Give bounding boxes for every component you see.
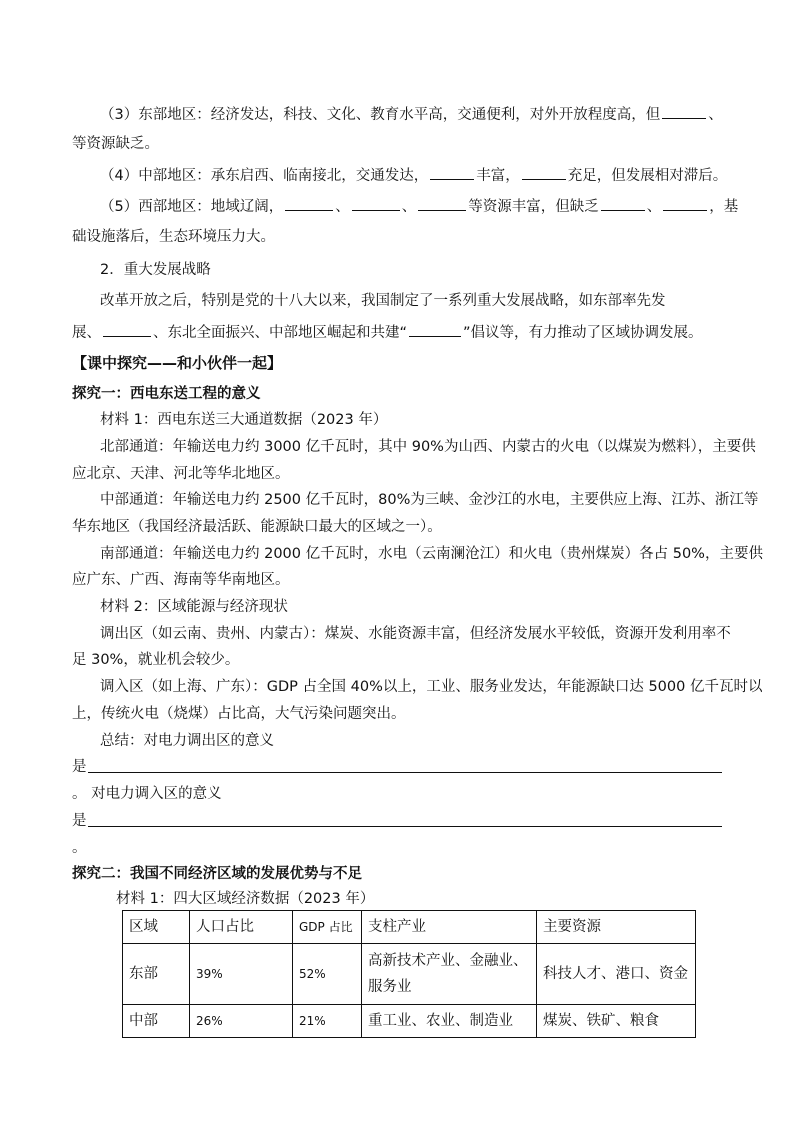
- east-text: （3）东部地区：经济发达，科技、文化、教育水平高，交通便利，对外开放程度高，但: [100, 107, 661, 123]
- region-economy-table: [122, 910, 696, 1038]
- central-text-mid: 丰富，: [476, 168, 520, 184]
- south-channel-line1: 南部通道：年输送电力约 2000 亿千瓦时，水电（云南澜沧江）和火电（贵州煤炭）各占 50%，主要供: [100, 546, 763, 562]
- table-cell: 科技人才、港口、资金: [537, 944, 696, 1005]
- table-header-cell: GDP 占比: [293, 911, 362, 944]
- north-channel-line1: 北部通道：年输送电力约 3000 亿千瓦时，其中 90%为山西、内蒙古的火电（以煤炭为燃料），主要供: [100, 439, 756, 455]
- west-text-mid: 等资源丰富，但缺乏: [468, 199, 599, 215]
- table-row: [123, 1005, 696, 1038]
- east-region-line1: [100, 104, 723, 125]
- import-region-line2: 上，传统火电（烧煤）占比高，大气污染问题突出。: [72, 706, 406, 722]
- table-cell: 52%: [293, 944, 362, 1005]
- answer-prefix-1: 是: [72, 759, 87, 775]
- fill-blank[interactable]: [103, 322, 151, 337]
- material1-title: 材料 1：西电东送三大通道数据（2023 年）: [100, 412, 388, 428]
- table-cell: 中部: [123, 1005, 190, 1038]
- summary-prompt: 总结：对电力调出区的意义: [100, 733, 274, 749]
- middle-channel-line2: 华东地区（我国经济最活跃、能源缺口最大的区域之一）。: [72, 519, 442, 535]
- table-cell: 39%: [190, 944, 293, 1005]
- table-row: [123, 944, 696, 1005]
- answer-prefix-2: 是: [72, 813, 87, 829]
- fill-blank[interactable]: [418, 196, 466, 211]
- central-text: （4）中部地区：承东启西、临南接北，交通发达，: [100, 168, 429, 184]
- north-channel-line2: 应北京、天津、河北等华北地区。: [72, 466, 290, 482]
- west-text: （5）西部地区：地域辽阔，: [100, 199, 284, 215]
- west-text-end: ，基: [709, 199, 739, 215]
- south-channel-line2: 应广东、广西、海南等华南地区。: [72, 572, 290, 588]
- section-banner: 【课中探究——和小伙伴一起】: [72, 354, 283, 372]
- table-cell: 重工业、农业、制造业: [362, 1005, 537, 1038]
- strategy-line1: 改革开放之后，特别是党的十八大以来，我国制定了一系列重大发展战略，如东部率先发: [100, 293, 666, 309]
- fill-blank[interactable]: [601, 196, 645, 211]
- table-header-cell: 主要资源: [537, 911, 696, 944]
- separator: 、: [401, 199, 417, 215]
- fill-blank[interactable]: [522, 165, 566, 180]
- export-region-line2: 足 30%，就业机会较少。: [72, 652, 240, 668]
- fill-blank[interactable]: [352, 196, 400, 211]
- table-cell: 高新技术产业、金融业、服务业: [362, 944, 537, 1005]
- table-header-row: [123, 911, 696, 944]
- table-cell: 东部: [123, 944, 190, 1005]
- strategy-text: ”倡议等，有力推动了区域协调发展。: [463, 325, 703, 341]
- strategy-text: 展、: [72, 325, 101, 341]
- fill-blank[interactable]: [662, 104, 706, 119]
- strategy-text: 、东北全面振兴、中部地区崛起和共建“: [153, 325, 408, 341]
- explore2-title: 探究二：我国不同经济区域的发展优势与不足: [72, 866, 362, 882]
- fill-blank[interactable]: [285, 196, 333, 211]
- import-region-line1: 调入区（如上海、广东）：GDP 占全国 40%以上，工业、服务业发达，年能源缺口达 5000 亿千瓦时以: [100, 679, 763, 695]
- explore1-title: 探究一：西电东送工程的意义: [72, 386, 261, 402]
- explore2-material1-title: 材料 1：四大区域经济数据（2023 年）: [116, 891, 375, 907]
- table-header-cell: 支柱产业: [362, 911, 537, 944]
- export-region-line1: 调出区（如云南、贵州、内蒙古）：煤炭、水能资源丰富，但经济发展水平较低，资源开发利用率不: [100, 626, 731, 642]
- material2-title: 材料 2：区域能源与经济现状: [100, 599, 288, 615]
- east-region-line2: 等资源缺乏。: [72, 136, 159, 152]
- table-cell: 26%: [190, 1005, 293, 1038]
- answer-end-period: 。: [72, 840, 87, 856]
- answer-line-import[interactable]: [88, 826, 722, 827]
- table-cell: 煤炭、铁矿、粮食: [537, 1005, 696, 1038]
- fill-blank[interactable]: [430, 165, 474, 180]
- table-header-cell: 区域: [123, 911, 190, 944]
- table-cell: 21%: [293, 1005, 362, 1038]
- answer-line-export[interactable]: [88, 772, 722, 773]
- central-region-line: [100, 165, 727, 186]
- central-text-end: 充足，但发展相对滞后。: [567, 168, 728, 184]
- separator: 、: [708, 107, 723, 123]
- strategy-line2: [72, 322, 703, 343]
- west-region-line2: 础设施落后，生态环境压力大。: [72, 229, 275, 245]
- fill-blank[interactable]: [409, 322, 461, 337]
- middle-channel-line1: 中部通道：年输送电力约 2500 亿千瓦时，80%为三峡、金沙江的水电，主要供应上海、江苏、浙江等: [100, 492, 759, 508]
- table-header-cell: 人口占比: [190, 911, 293, 944]
- separator: 、: [646, 199, 662, 215]
- west-region-line1: [100, 196, 738, 217]
- fill-blank[interactable]: [663, 196, 707, 211]
- strategy-heading: 2．重大发展战略: [100, 262, 211, 278]
- separator: 、: [335, 199, 350, 215]
- import-prompt: 。 对电力调入区的意义: [72, 786, 222, 802]
